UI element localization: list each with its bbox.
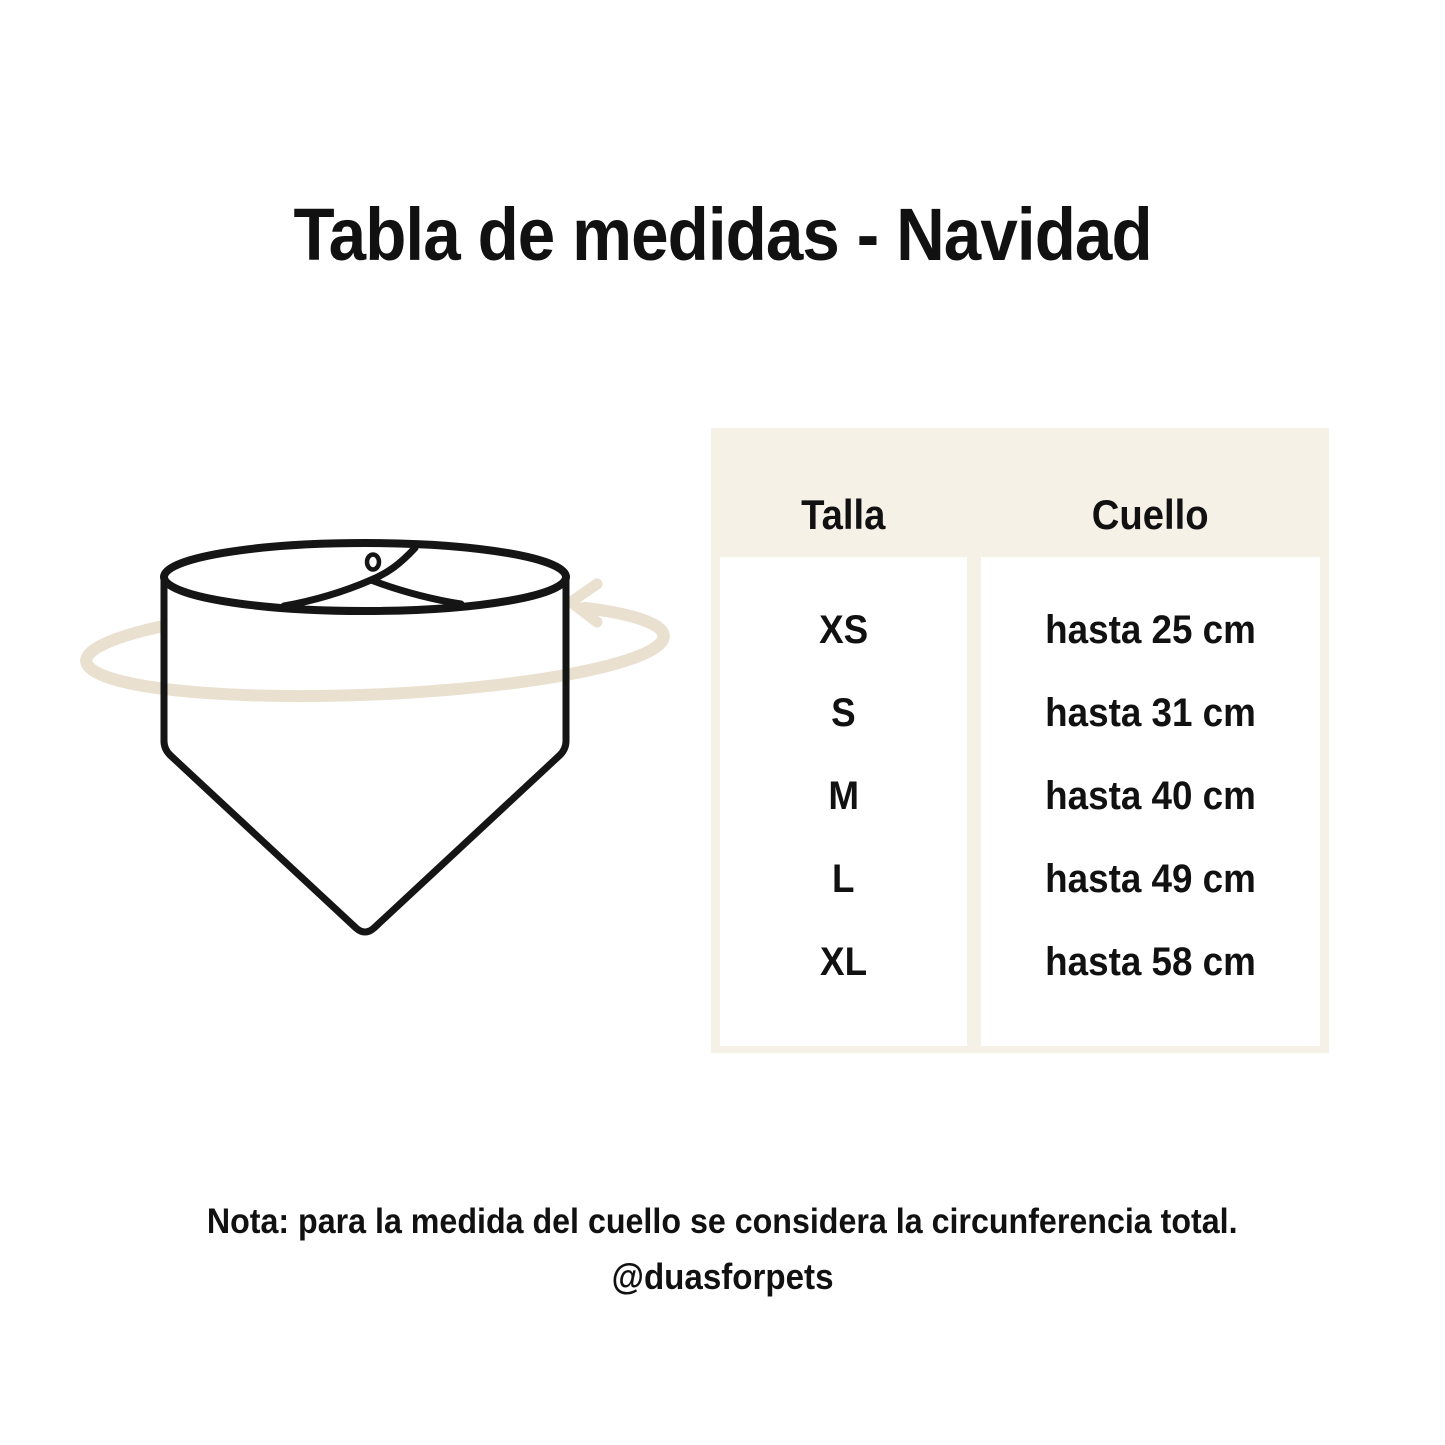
table-row: XS <box>818 607 869 652</box>
table-row: hasta 31 cm <box>1045 690 1256 735</box>
table-row: hasta 49 cm <box>1045 856 1256 901</box>
measurement-note: Nota: para la medida del cuello se considera la circunferencia total. <box>207 1202 1238 1241</box>
table-row: hasta 25 cm <box>1045 607 1256 652</box>
table-row: S <box>831 690 856 735</box>
page-title-text: Tabla de medidas - Navidad <box>293 193 1152 276</box>
column-header-talla: Talla <box>801 491 886 538</box>
table-row: M <box>828 773 859 818</box>
table-row: XL <box>819 939 868 984</box>
table-row: hasta 58 cm <box>1045 939 1256 984</box>
social-handle: @duasforpets <box>611 1256 834 1297</box>
size-column <box>720 557 967 1046</box>
neck-column <box>981 557 1320 1046</box>
size-table <box>711 428 1329 1053</box>
column-header-cuello: Cuello <box>1092 491 1209 538</box>
table-row: L <box>832 856 855 901</box>
table-row: hasta 40 cm <box>1045 773 1256 818</box>
